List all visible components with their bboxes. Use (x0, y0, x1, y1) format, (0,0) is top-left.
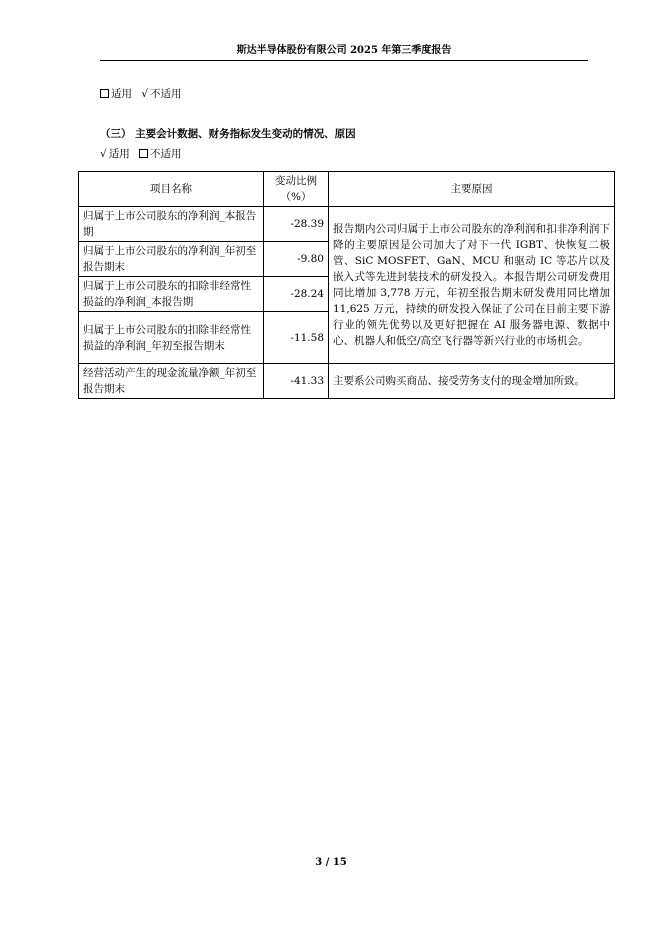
change-reasons-table (78, 171, 615, 399)
row-item-name: 归属于上市公司股东的扣除非经常性损益的净利润_年初至报告期末 (79, 312, 264, 364)
option-applicable: 适用 (108, 148, 130, 160)
checkmark-icon: √ (141, 88, 149, 100)
reason-profit: 报告期内公司归属于上市公司股东的净利润和扣非净利润下降的主要原因是公司加大了对下一代 IGBT、快恢复二极管、SiC MOSFET、GaN、MCU 和驱动 IC 等芯片以及嵌入式等先进封装技术的研发投入。本报告期公司研发费用同比增加 3,778 万元，年初至报告期末研发费用同比增加 11,625 万元，持续的研发投入保证了公司在目前主要下游行业的领先优势以及更好把握在 AI 服务器电源、数据中心、机器人和低空/高空飞行器等新兴行业的市场机会。 (329, 207, 615, 364)
reason-cash: 主要系公司购买商品、接受劳务支付的现金增加所致。 (329, 364, 615, 399)
option-not-applicable: 不适用 (150, 148, 182, 160)
row-change-ratio: -9.80 (264, 242, 329, 277)
row-change-ratio: -28.24 (264, 277, 329, 312)
applicability-line-2 (100, 147, 182, 161)
row-change-ratio: -11.58 (264, 312, 329, 364)
header-change-ratio (264, 172, 329, 207)
option-applicable: 适用 (111, 88, 132, 100)
table-row (79, 364, 615, 399)
checkmark-icon: √ (100, 148, 107, 160)
header-divider (100, 60, 588, 61)
applicability-line-1 (100, 87, 182, 101)
header-ratio-line2: （%） (280, 191, 312, 203)
row-change-ratio: -41.33 (264, 364, 329, 399)
page-header: 斯达半导体股份有限公司 2025 年第三季度报告 (236, 45, 452, 56)
row-item-name: 归属于上市公司股东的净利润_年初至报告期末 (79, 242, 264, 277)
row-item-name: 经营活动产生的现金流量净额_年初至报告期末 (79, 364, 264, 399)
header-ratio-line1: 变动比例 (275, 175, 317, 187)
row-item-name: 归属于上市公司股东的扣除非经常性损益的净利润_本报告期 (79, 277, 264, 312)
row-change-ratio: -28.39 (264, 207, 329, 242)
section-heading: （三） 主要会计数据、财务指标发生变动的情况、原因 (100, 128, 356, 140)
header-main-reason: 主要原因 (329, 172, 615, 207)
header-item-name: 项目名称 (79, 172, 264, 207)
table-row (79, 207, 615, 242)
checkbox-empty-icon (139, 149, 148, 158)
row-item-name: 归属于上市公司股东的净利润_本报告期 (79, 207, 264, 242)
option-not-applicable: 不适用 (150, 88, 182, 100)
page-number: 3 / 15 (315, 857, 347, 868)
checkbox-empty-icon (100, 89, 109, 98)
